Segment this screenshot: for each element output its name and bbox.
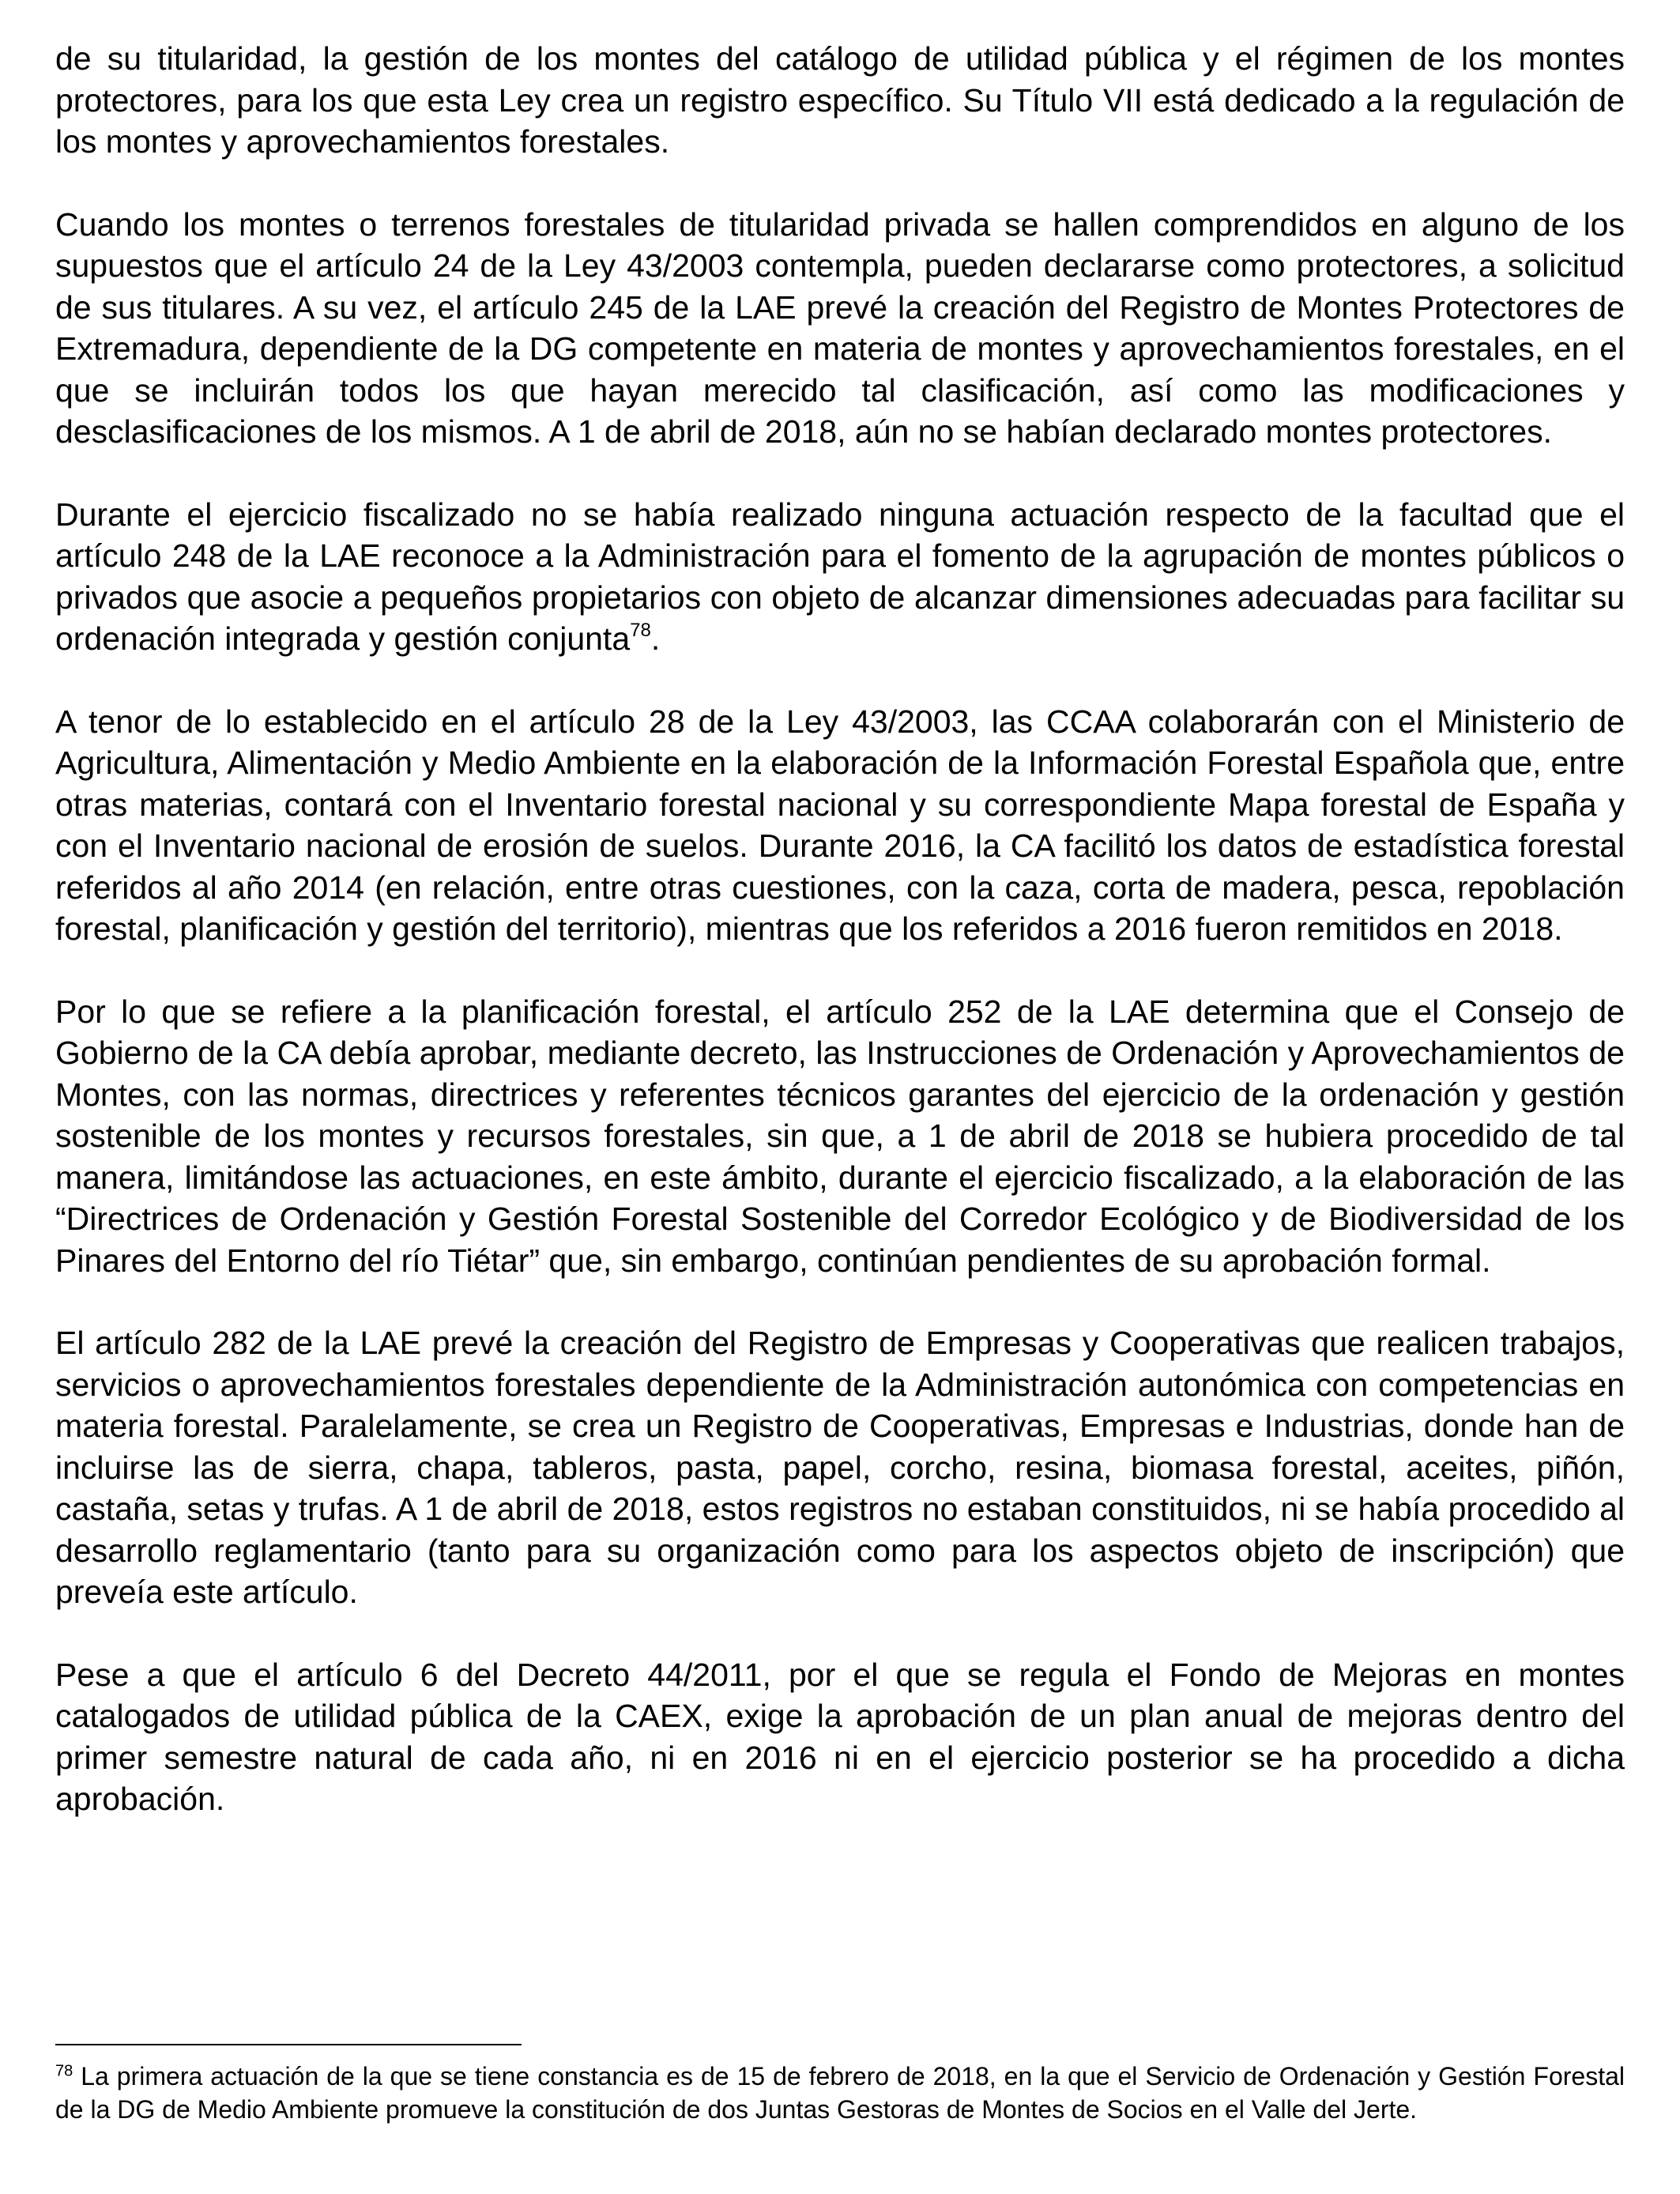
paragraph-3: [55, 494, 1625, 660]
footnote-text: La primera actuación de la que se tiene constancia es de 15 de febrero de 2018, en la que el Servicio de Ordenación y Gestión Forestal de la DG de Medio Ambiente promueve la constitución de dos Juntas Gestoras de Montes de Socios en el Valle del Jerte.: [55, 2062, 1625, 2124]
paragraph-6: [55, 1322, 1625, 1613]
paragraph-7: [55, 1654, 1625, 1820]
paragraph-1-text: de su titularidad, la gestión de los montes del catálogo de utilidad pública y el régimen de los montes protectores, para los que esta Ley crea un registro específico. Su Título VII está dedicado a la regulación de los montes y aprovechamientos forestales.: [55, 40, 1625, 160]
paragraph-3-end: .: [650, 620, 661, 657]
paragraph-2: [55, 204, 1625, 453]
paragraph-3-text: Durante el ejercicio fiscalizado no se había realizado ninguna actuación respecto de la facultad que el artículo 248 de la LAE reconoce a la Administración para el fomento de la agrupación de montes públicos o privados que asocie a pequeños propietarios con objeto de alcanzar dimensiones adecuadas para facilitar su ordenación integrada y gestión conjunta: [55, 496, 1625, 657]
paragraph-6-text: El artículo 282 de la LAE prevé la creación del Registro de Empresas y Cooperativas que realicen trabajos, servicios o aprovechamientos forestales dependiente de la Administración autonómica con competencias en materia forestal. Paralelamente, se crea un Registro de Cooperativas, Empresas e Industrias, donde han de incluirse las de sierra, chapa, tableros, pasta, papel, corcho, resina, biomasa forestal, aceites, piñón, castaña, setas y trufas. A 1 de abril de 2018, estos registros no estaban constituidos, ni se había procedido al desarrollo reglamentario (tanto para su organización como para los aspectos objeto de inscripción) que preveía este artículo.: [55, 1325, 1625, 1610]
paragraph-4-text: A tenor de lo establecido en el artículo 28 de la Ley 43/2003, las CCAA colaborarán con el Ministerio de Agricultura, Alimentación y Medio Ambiente en la elaboración de la Información Forestal Española que, entre otras materias, contará con el Inventario forestal nacional y su correspondiente Mapa forestal de España y con el Inventario nacional de erosión de suelos. Durante 2016, la CA facilitó los datos de estadística forestal referidos al año 2014 (en relación, entre otras cuestiones, con la caza, corta de madera, pesca, repoblación forestal, planificación y gestión del territorio), mientras que los referidos a 2016 fueron remitidos en 2018.: [55, 703, 1625, 947]
document-body: [55, 38, 1625, 1861]
paragraph-5-text: Por lo que se refiere a la planificación forestal, el artículo 252 de la LAE determina que el Consejo de Gobierno de la CA debía aprobar, mediante decreto, las Instrucciones de Ordenación y Aprovechamientos de Montes, con las normas, directrices y referentes técnicos garantes del ejercicio de la ordenación y gestión sostenible de los montes y recursos forestales, sin que, a 1 de abril de 2018 se hubiera procedido de tal manera, limitándose las actuaciones, en este ámbito, durante el ejercicio fiscalizado, a la elaboración de las “Directrices de Ordenación y Gestión Forestal Sostenible del Corredor Ecológico y de Biodiversidad de los Pinares del Entorno del río Tiétar” que, sin embargo, continúan pendientes de su aprobación formal.: [55, 993, 1625, 1279]
paragraph-5: [55, 991, 1625, 1282]
footnote: [55, 2060, 1625, 2126]
paragraph-4: [55, 701, 1625, 950]
paragraph-7-text: Pese a que el artículo 6 del Decreto 44/2011, por el que se regula el Fondo de Mejoras en montes catalogados de utilidad pública de la CAEX, exige la aprobación de un plan anual de mejoras dentro del primer semestre natural de cada año, ni en 2016 ni en el ejercicio posterior se ha procedido a dicha aprobación.: [55, 1656, 1625, 1817]
footnote-number: 78: [55, 2062, 73, 2080]
footnote-separator: [55, 2044, 522, 2045]
footnote-reference[interactable]: 78: [630, 620, 651, 642]
paragraph-2-text: Cuando los montes o terrenos forestales de titularidad privada se hallen comprendidos en alguno de los supuestos que el artículo 24 de la Ley 43/2003 contempla, pueden declararse como protectores, a solicitud de sus titulares. A su vez, el artículo 245 de la LAE prevé la creación del Registro de Montes Protectores de Extremadura, dependiente de la DG competente en materia de montes y aprovechamientos forestales, en el que se incluirán todos los que hayan merecido tal clasificación, así como las modificaciones y desclasificaciones de los mismos. A 1 de abril de 2018, aún no se habían declarado montes protectores.: [55, 205, 1625, 450]
paragraph-1: [55, 38, 1625, 163]
